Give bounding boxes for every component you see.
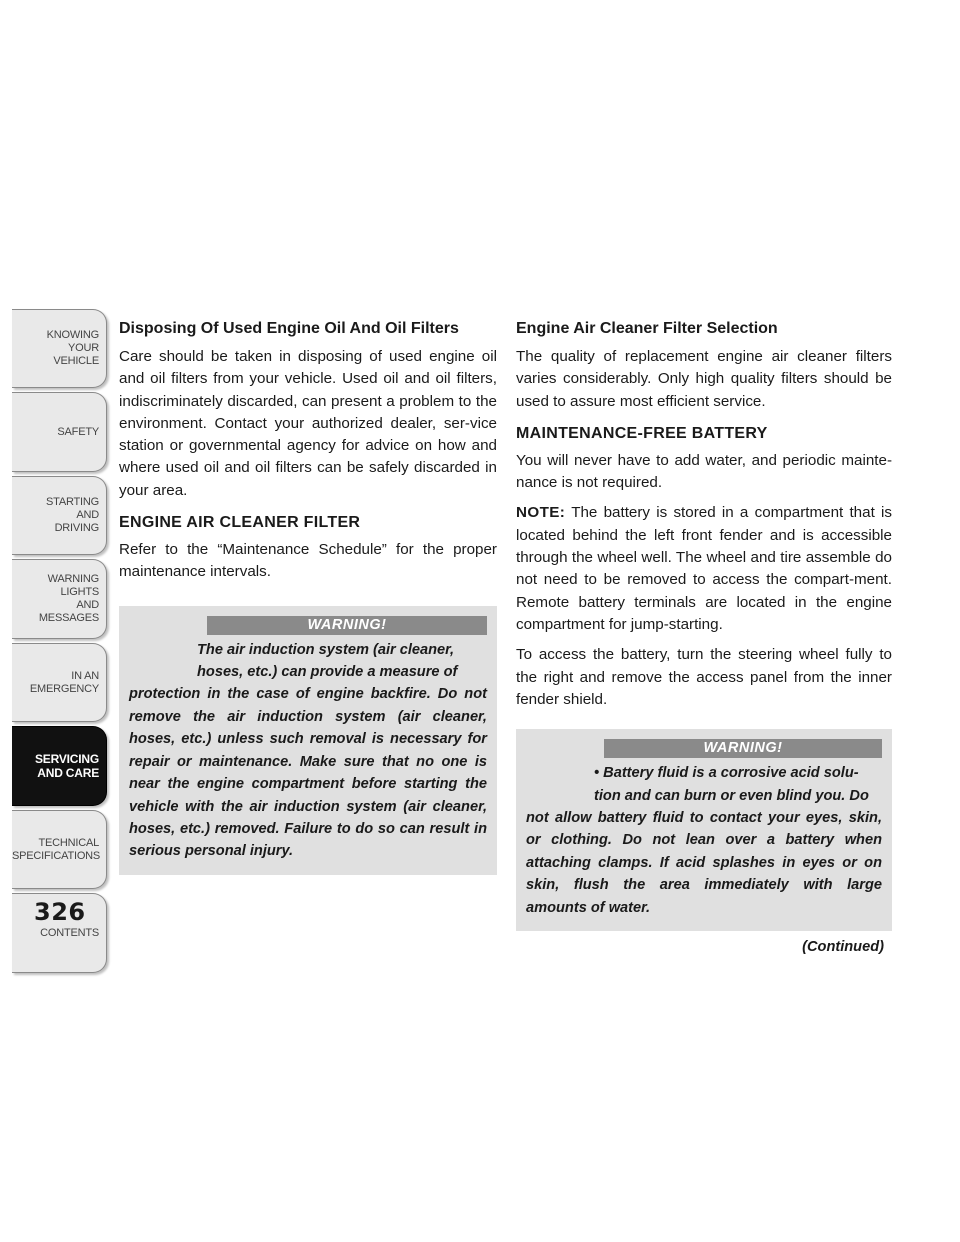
tab-label-line: SAFETY xyxy=(57,425,99,438)
note-label: NOTE: xyxy=(516,504,566,522)
tab-label-line: SERVICING xyxy=(35,752,99,766)
tab-label-line: TECHNICAL xyxy=(38,836,99,849)
air-cleaner-body: Refer to the “Maintenance Schedule” for the proper maintenance intervals. xyxy=(119,541,497,581)
filter-selection-body: The quality of replacement engine air cleaner filters varies considerably. Only high quality filters should be used to assure most efficient service. xyxy=(516,348,892,410)
tab-label-line: MESSAGES xyxy=(38,612,99,624)
tab-servicing-and-care[interactable] xyxy=(12,726,107,806)
warning-body: not allow battery fluid to contact your eyes, skin, or clothing. Do not lean over a battery when attaching clamps. If acid splashes in eyes or on skin, flush the area immediately with large amounts of water. xyxy=(526,809,882,916)
air-cleaner-heading: ENGINE AIR CLEANER FILTER xyxy=(119,514,361,532)
tab-label-line: WARNING xyxy=(47,573,99,585)
battery-access-body: To access the battery, turn the steering wheel fully to the right and remove the access panel from the inner fender shield. xyxy=(516,646,892,708)
battery-body: You will never have to add water, and periodic mainte-nance is not required. xyxy=(516,451,892,492)
tab-label-line: AND xyxy=(76,509,99,521)
tab-label-line: AND xyxy=(76,599,99,611)
oil-disposal-heading: Disposing Of Used Engine Oil And Oil Filters xyxy=(119,320,459,337)
tab-starting-and-driving[interactable] xyxy=(12,476,107,555)
page-number: 326 xyxy=(34,898,86,926)
tab-label-line: IN AN xyxy=(71,669,99,682)
warning-header: WARNING! xyxy=(207,616,487,635)
oil-disposal-body: Care should be taken in disposing of used engine oil and oil filters from your vehicle. Used oil and oil filters, indiscriminately discarded, can present a problem to the environment. Contact your authorized dealer, ser-vice station or governmental agency for advice on how and where used oil and oil filters can be safely discarded in your area. xyxy=(119,348,497,499)
tab-label-line: STARTING xyxy=(46,496,99,508)
tab-technical-specifications[interactable] xyxy=(12,810,107,889)
warning-line: The air induction system (air cleaner, xyxy=(197,641,455,658)
tab-in-an-emergency[interactable] xyxy=(12,643,107,722)
right-column xyxy=(516,318,892,955)
tab-label-line: VEHICLE xyxy=(53,355,99,367)
left-column xyxy=(119,318,497,875)
air-induction-warning-box xyxy=(119,606,497,875)
tab-label-line: KNOWING xyxy=(46,329,99,341)
tab-safety[interactable] xyxy=(12,392,107,472)
continued-label: (Continued) xyxy=(802,939,884,955)
tab-label-line: CONTENTS xyxy=(40,926,99,939)
battery-note xyxy=(516,502,892,636)
tab-label-line: LIGHTS xyxy=(60,586,99,598)
warning-text xyxy=(129,639,487,863)
warning-line: • Battery fluid is a corrosive acid solu- xyxy=(594,765,859,782)
tab-knowing-your-vehicle[interactable] xyxy=(12,309,107,388)
warning-line: hoses, etc.) can provide a measure of xyxy=(197,664,458,681)
note-body: The battery is stored in a compartment that is located behind the left front fender and is accessible through the wheel well. The wheel and tire assemble do not need to be removed to access the compart-ment. Remote battery terminals are located in the engine compartment for jump-starting. xyxy=(516,504,892,633)
battery-warning-box xyxy=(516,729,892,931)
tab-label-line: SPECIFICATIONS xyxy=(12,849,101,862)
tab-label-line: AND CARE xyxy=(37,766,99,780)
warning-text xyxy=(526,762,882,919)
tab-warning-lights-and-messages[interactable] xyxy=(12,559,107,639)
tab-label-line: DRIVING xyxy=(54,522,99,534)
warning-line: tion and can burn or even blind you. Do xyxy=(594,787,869,804)
tab-label-line: EMERGENCY xyxy=(29,682,99,695)
tab-label-line: YOUR xyxy=(68,342,99,354)
warning-body: protection in the case of engine backfire. Do not remove the air induction system (air cleaner, hoses, etc.) unless such removal is necessary for repair or maintenance. Make sure that no one is near the engine compartment before starting the vehicle with the air induction system (air cleaner, hoses, etc.) removed. Failure to do so can result in serious personal injury. xyxy=(129,686,487,860)
warning-header: WARNING! xyxy=(604,739,882,758)
battery-heading: MAINTENANCE-FREE BATTERY xyxy=(516,424,768,442)
filter-selection-heading: Engine Air Cleaner Filter Selection xyxy=(516,320,778,337)
